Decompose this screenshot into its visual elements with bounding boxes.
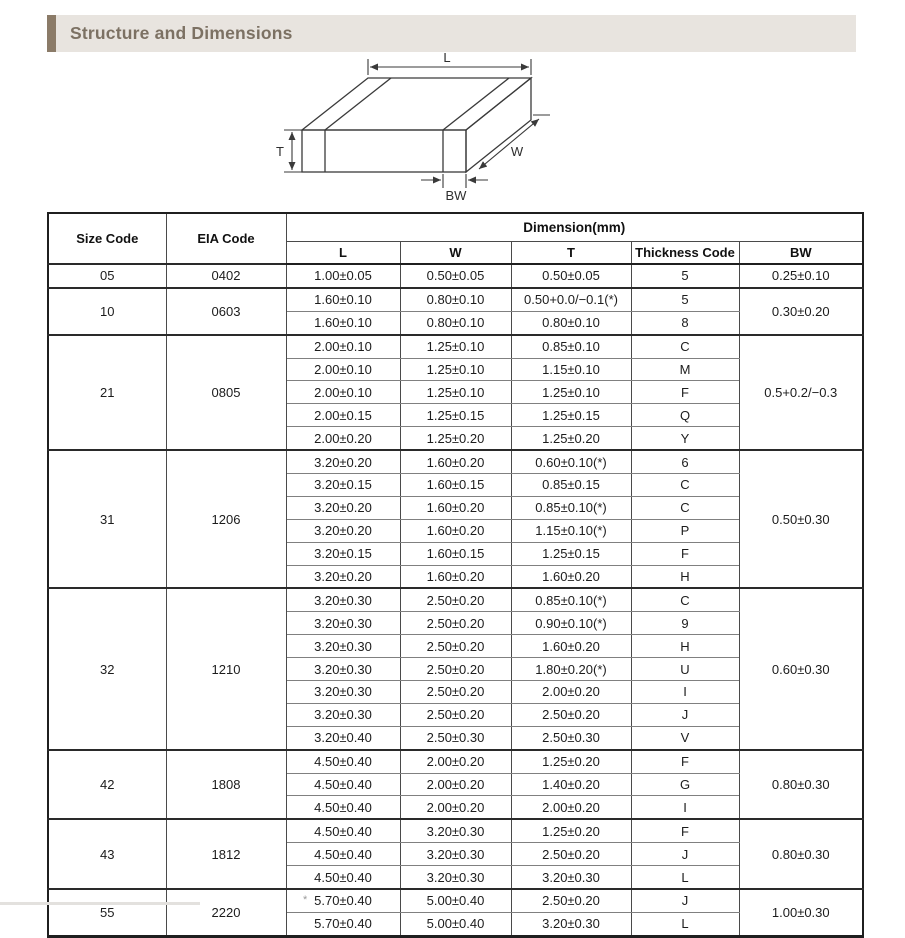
thickness-code-cell: C <box>631 474 739 497</box>
eia-code-cell: 1812 <box>166 819 286 889</box>
thickness-code-cell: G <box>631 773 739 796</box>
thickness-cell: 0.50±0.05 <box>511 264 631 288</box>
table-row <box>48 288 863 311</box>
thickness-cell: 0.60±0.10(*) <box>511 450 631 473</box>
footnote-asterisk: * <box>303 894 308 906</box>
band-width-cell: 0.25±0.10 <box>739 264 863 288</box>
thickness-code-cell: I <box>631 796 739 819</box>
thickness-cell: 0.85±0.10 <box>511 335 631 358</box>
length-cell: 2.00±0.15 <box>286 404 400 427</box>
length-cell: 1.60±0.10 <box>286 288 400 311</box>
length-cell: 3.20±0.15 <box>286 474 400 497</box>
header-eia-code: EIA Code <box>166 213 286 264</box>
thickness-code-cell: F <box>631 819 739 842</box>
length-cell: 3.20±0.15 <box>286 542 400 565</box>
length-cell: 5.70±0.40 <box>286 889 400 912</box>
length-cell: 2.00±0.10 <box>286 381 400 404</box>
width-cell: 1.60±0.20 <box>400 496 511 519</box>
length-cell: 4.50±0.40 <box>286 796 400 819</box>
length-cell: 4.50±0.40 <box>286 866 400 889</box>
width-cell: 1.25±0.10 <box>400 381 511 404</box>
thickness-code-cell: F <box>631 542 739 565</box>
width-cell: 1.60±0.15 <box>400 542 511 565</box>
width-cell: 1.25±0.10 <box>400 335 511 358</box>
length-cell: 3.20±0.40 <box>286 726 400 749</box>
thickness-cell: 1.25±0.15 <box>511 404 631 427</box>
thickness-cell: 2.00±0.20 <box>511 796 631 819</box>
dim-W-arrow <box>479 119 539 169</box>
thickness-code-cell: H <box>631 565 739 588</box>
next-section-strip <box>0 902 200 905</box>
size-code-cell: 10 <box>48 288 166 335</box>
length-cell: 2.00±0.10 <box>286 358 400 381</box>
eia-code-cell: 0603 <box>166 288 286 335</box>
width-cell: 1.25±0.20 <box>400 427 511 450</box>
eia-code-cell: 0805 <box>166 335 286 450</box>
dimensions-table <box>47 212 864 938</box>
band-width-cell: 1.00±0.30 <box>739 889 863 936</box>
width-cell: 2.50±0.20 <box>400 681 511 704</box>
eia-code-cell: 1206 <box>166 450 286 588</box>
size-code-cell: 55 <box>48 889 166 936</box>
length-cell: 3.20±0.20 <box>286 496 400 519</box>
thickness-code-cell: C <box>631 335 739 358</box>
length-cell: 4.50±0.40 <box>286 773 400 796</box>
length-cell: 3.20±0.20 <box>286 519 400 542</box>
header-bw: BW <box>739 242 863 265</box>
length-cell: 3.20±0.30 <box>286 658 400 681</box>
header-dimension-mm: Dimension(mm) <box>286 213 863 242</box>
thickness-cell: 0.85±0.10(*) <box>511 496 631 519</box>
length-cell: 3.20±0.30 <box>286 703 400 726</box>
diagram-label-length: L <box>443 50 451 65</box>
thickness-code-cell: I <box>631 681 739 704</box>
thickness-code-cell: 5 <box>631 288 739 311</box>
header-size-code: Size Code <box>48 213 166 264</box>
chip-top-face <box>302 78 531 130</box>
thickness-cell: 1.15±0.10(*) <box>511 519 631 542</box>
thickness-cell: 3.20±0.30 <box>511 866 631 889</box>
band-width-cell: 0.5+0.2/−0.3 <box>739 335 863 450</box>
thickness-cell: 0.85±0.10(*) <box>511 588 631 611</box>
thickness-cell: 1.60±0.20 <box>511 635 631 658</box>
length-cell: 3.20±0.20 <box>286 450 400 473</box>
width-cell: 3.20±0.30 <box>400 819 511 842</box>
length-cell: 3.20±0.30 <box>286 612 400 635</box>
width-cell: 1.60±0.15 <box>400 474 511 497</box>
eia-code-cell: 1210 <box>166 588 286 749</box>
size-code-cell: 21 <box>48 335 166 450</box>
width-cell: 2.50±0.20 <box>400 635 511 658</box>
table-row <box>48 819 863 842</box>
thickness-code-cell: J <box>631 843 739 866</box>
length-cell: 3.20±0.30 <box>286 681 400 704</box>
eia-code-cell: 1808 <box>166 750 286 820</box>
width-cell: 0.80±0.10 <box>400 311 511 334</box>
thickness-cell: 1.60±0.20 <box>511 565 631 588</box>
chip-front-face <box>302 130 466 172</box>
thickness-code-cell: 8 <box>631 311 739 334</box>
width-cell: 5.00±0.40 <box>400 889 511 912</box>
chip-component-diagram <box>250 50 580 210</box>
size-code-cell: 42 <box>48 750 166 820</box>
thickness-cell: 1.25±0.20 <box>511 750 631 773</box>
diagram-label-band-width: BW <box>445 188 467 203</box>
width-cell: 1.60±0.20 <box>400 450 511 473</box>
length-cell: 2.00±0.20 <box>286 427 400 450</box>
section-accent-bar <box>47 15 56 52</box>
length-cell: 4.50±0.40 <box>286 843 400 866</box>
width-cell: 1.60±0.20 <box>400 565 511 588</box>
width-cell: 2.00±0.20 <box>400 750 511 773</box>
thickness-code-cell: 6 <box>631 450 739 473</box>
thickness-code-cell: J <box>631 703 739 726</box>
thickness-code-cell: F <box>631 750 739 773</box>
thickness-cell: 3.20±0.30 <box>511 912 631 936</box>
size-code-cell: 31 <box>48 450 166 588</box>
thickness-cell: 0.80±0.10 <box>511 311 631 334</box>
length-cell: 1.00±0.05 <box>286 264 400 288</box>
band-width-cell: 0.60±0.30 <box>739 588 863 749</box>
width-cell: 2.50±0.20 <box>400 658 511 681</box>
table-row <box>48 750 863 773</box>
header-thickness-code: Thickness Code <box>631 242 739 265</box>
width-cell: 2.50±0.20 <box>400 612 511 635</box>
thickness-code-cell: 9 <box>631 612 739 635</box>
length-cell: 4.50±0.40 <box>286 750 400 773</box>
width-cell: 2.00±0.20 <box>400 773 511 796</box>
thickness-code-cell: C <box>631 496 739 519</box>
size-code-cell: 05 <box>48 264 166 288</box>
thickness-cell: 1.25±0.10 <box>511 381 631 404</box>
width-cell: 0.50±0.05 <box>400 264 511 288</box>
size-code-cell: 32 <box>48 588 166 749</box>
thickness-code-cell: J <box>631 889 739 912</box>
table-row <box>48 889 863 912</box>
diagram-label-width: W <box>510 144 524 159</box>
header-l: L <box>286 242 400 265</box>
thickness-cell: 0.50+0.0/−0.1(*) <box>511 288 631 311</box>
length-cell: 3.20±0.30 <box>286 635 400 658</box>
length-cell: 2.00±0.10 <box>286 335 400 358</box>
width-cell: 3.20±0.30 <box>400 866 511 889</box>
width-cell: 1.25±0.15 <box>400 404 511 427</box>
length-cell: 1.60±0.10 <box>286 311 400 334</box>
width-cell: 2.50±0.20 <box>400 703 511 726</box>
diagram-label-thickness: T <box>276 144 284 159</box>
thickness-code-cell: V <box>631 726 739 749</box>
thickness-code-cell: H <box>631 635 739 658</box>
thickness-cell: 2.50±0.20 <box>511 843 631 866</box>
thickness-cell: 2.50±0.30 <box>511 726 631 749</box>
width-cell: 1.60±0.20 <box>400 519 511 542</box>
thickness-code-cell: C <box>631 588 739 611</box>
eia-code-cell: 2220 <box>166 889 286 936</box>
band-width-cell: 0.80±0.30 <box>739 750 863 820</box>
section-header <box>47 15 856 52</box>
table-row <box>48 264 863 288</box>
thickness-code-cell: F <box>631 381 739 404</box>
thickness-code-cell: L <box>631 866 739 889</box>
thickness-code-cell: P <box>631 519 739 542</box>
width-cell: 1.25±0.10 <box>400 358 511 381</box>
thickness-cell: 0.85±0.15 <box>511 474 631 497</box>
header-w: W <box>400 242 511 265</box>
width-cell: 0.80±0.10 <box>400 288 511 311</box>
thickness-cell: 2.50±0.20 <box>511 703 631 726</box>
width-cell: 2.50±0.20 <box>400 588 511 611</box>
section-title: Structure and Dimensions <box>70 23 293 43</box>
thickness-cell: 1.80±0.20(*) <box>511 658 631 681</box>
thickness-cell: 2.00±0.20 <box>511 681 631 704</box>
thickness-cell: 1.25±0.20 <box>511 427 631 450</box>
thickness-cell: 2.50±0.20 <box>511 889 631 912</box>
length-cell: 5.70±0.40 <box>286 912 400 936</box>
table-row <box>48 450 863 473</box>
eia-code-cell: 0402 <box>166 264 286 288</box>
band-width-cell: 0.50±0.30 <box>739 450 863 588</box>
thickness-cell: 1.25±0.15 <box>511 542 631 565</box>
band-width-cell: 0.30±0.20 <box>739 288 863 335</box>
thickness-code-cell: Y <box>631 427 739 450</box>
thickness-cell: 1.25±0.20 <box>511 819 631 842</box>
table-row <box>48 335 863 358</box>
thickness-cell: 1.15±0.10 <box>511 358 631 381</box>
length-cell: 3.20±0.30 <box>286 588 400 611</box>
length-cell: 4.50±0.40 <box>286 819 400 842</box>
header-row-top <box>48 213 863 242</box>
thickness-cell: 1.40±0.20 <box>511 773 631 796</box>
width-cell: 2.50±0.30 <box>400 726 511 749</box>
thickness-code-cell: L <box>631 912 739 936</box>
thickness-code-cell: Q <box>631 404 739 427</box>
width-cell: 2.00±0.20 <box>400 796 511 819</box>
thickness-code-cell: U <box>631 658 739 681</box>
thickness-code-cell: M <box>631 358 739 381</box>
width-cell: 3.20±0.30 <box>400 843 511 866</box>
table-row <box>48 588 863 611</box>
band-width-cell: 0.80±0.30 <box>739 819 863 889</box>
length-cell: 3.20±0.20 <box>286 565 400 588</box>
thickness-cell: 0.90±0.10(*) <box>511 612 631 635</box>
width-cell: 5.00±0.40 <box>400 912 511 936</box>
thickness-code-cell: 5 <box>631 264 739 288</box>
header-t: T <box>511 242 631 265</box>
size-code-cell: 43 <box>48 819 166 889</box>
